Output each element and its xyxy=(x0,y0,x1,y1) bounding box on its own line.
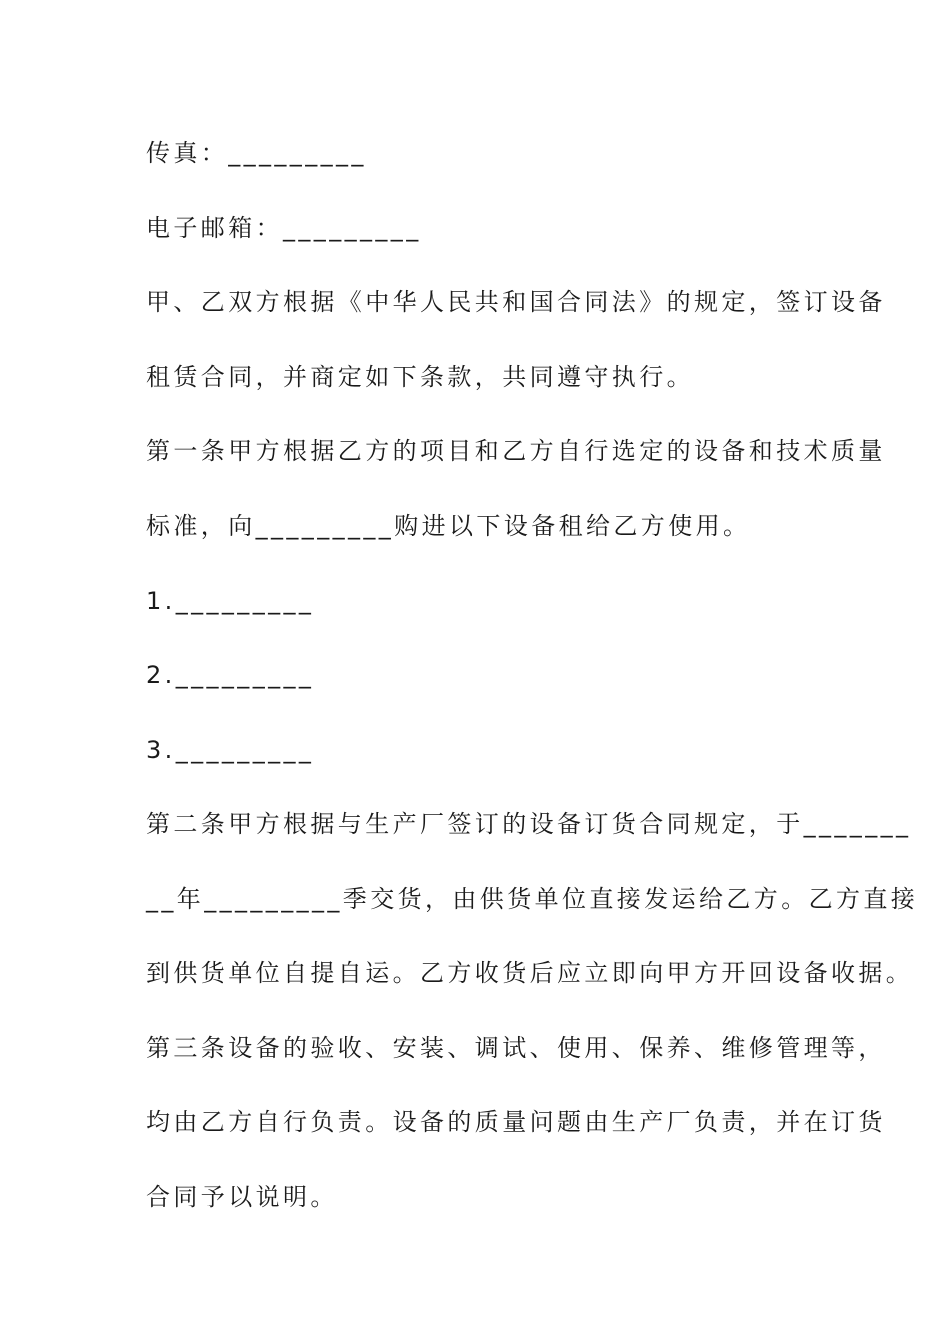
clause-1-line-1: 第一条甲方根据乙方的项目和乙方自行选定的设备和技术质量 xyxy=(146,437,886,465)
clause-1-line-2: 标准，向_________购进以下设备租给乙方使用。 xyxy=(146,512,751,540)
list-item-1: 1._________ xyxy=(146,587,315,615)
fax-line: 传真：_________ xyxy=(146,139,367,167)
clause-3-line-3: 合同予以说明。 xyxy=(146,1183,338,1211)
clause-2-line-2: __年_________季交货，由供货单位直接发运给乙方。乙方直接 xyxy=(146,885,919,913)
clause-2-line-1: 第二条甲方根据与生产厂签订的设备订货合同规定，于_______ xyxy=(146,810,912,838)
paragraph-intro-line-1: 甲、乙双方根据《中华人民共和国合同法》的规定，签订设备 xyxy=(146,288,886,316)
clause-3-line-2: 均由乙方自行负责。设备的质量问题由生产厂负责，并在订货 xyxy=(146,1108,886,1136)
clause-2-line-3: 到供货单位自提自运。乙方收货后应立即向甲方开回设备收据。 xyxy=(146,959,914,987)
paragraph-intro-line-2: 租赁合同，并商定如下条款，共同遵守执行。 xyxy=(146,363,694,391)
list-item-3: 3._________ xyxy=(146,736,315,764)
email-line: 电子邮箱：_________ xyxy=(146,214,422,242)
clause-3-line-1: 第三条设备的验收、安装、调试、使用、保养、维修管理等， xyxy=(146,1034,886,1062)
list-item-2: 2._________ xyxy=(146,661,315,689)
